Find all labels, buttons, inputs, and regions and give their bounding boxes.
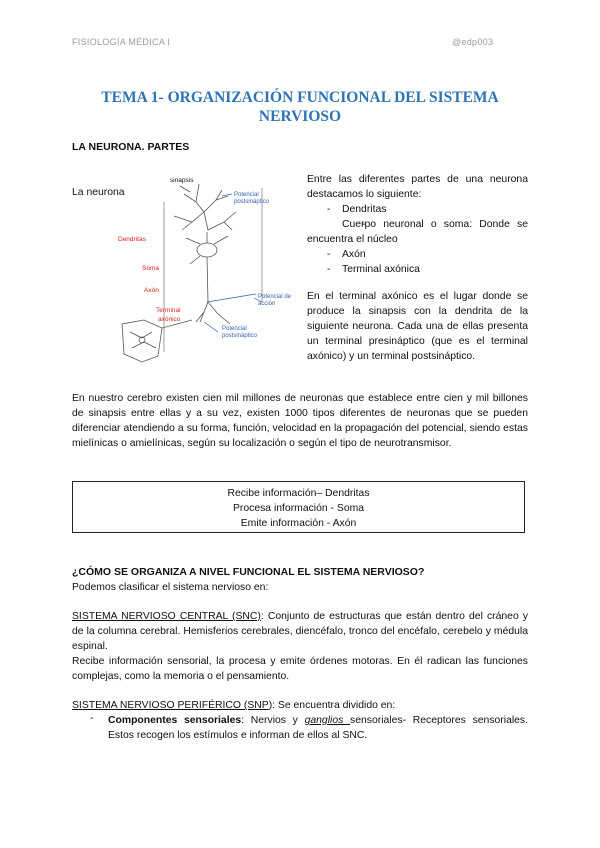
label-axon: Axón [144,287,159,294]
label-terminal-b: axónico [158,316,181,323]
summary-line-1: Recibe información– Dendritas [227,488,370,499]
snp-term: SISTEMA NERVIOSO PERIFÉRICO (SNP [72,700,269,711]
snp-paragraph [72,698,528,713]
label-potencial-accion-a: Potencial de [258,294,292,300]
title-line-1: TEMA 1- ORGANIZACIÓN FUNCIONAL DEL SISTEMA [101,89,499,106]
page-title [72,88,528,126]
snc-paragraph-2: Recibe información sensorial, la procesa y emite órdenes motoras. En él radican las funciones complejas, como la memoria o el pensamiento. [72,656,528,682]
figure-label: La neurona [72,187,125,198]
snp-text: ): Se encuentra dividido en: [268,700,396,711]
label-leader-lines [204,194,256,332]
label-terminal-a: Terminal [156,307,181,314]
neuron-parts-text [307,172,528,277]
label-potencial-post-1a: Potencial [234,192,259,198]
parts-list [307,202,528,277]
section-heading-neurona: LA NEURONA. PARTES [72,141,190,153]
header-right: @edp003 [452,37,494,47]
snp-component-sensorial [108,713,528,743]
part-item-terminal: - Terminal axónica [307,262,528,277]
neuron-diagram [104,172,304,372]
classify-intro: Podemos clasificar el sistema nervioso en: [72,582,269,593]
component-bold: Componentes sensoriales [108,715,242,726]
label-potencial-accion-b: acción [258,301,276,307]
terminal-paragraph: En el terminal axónico es el lugar donde se produce la sinapsis con la dendrita de la siguiente neurona. Cada una de ellas presenta un terminal presináptico (que es el terminal axónico) y un terminal postsináptico. [307,291,528,362]
snc-paragraph [72,609,528,654]
label-potencial-post-2a: Potencial [222,326,247,332]
part-item-axon: - Axón [307,247,528,262]
part-item-dendritas: - Dendritas [307,202,528,217]
cerebro-paragraph: En nuestro cerebro existen cien mil millones de neuronas que establece entre cien y mil billones de sinapsis entre ellas y a su vez, existen 1000 tipos diferentes de neuronas que se pueden diferenciar atendiendo a su forma, función, velocidad en la propagación del potencial, siendo estas mielínicas o amielínicas, según su localización o según el tipo de neurotransmisor. [72,393,528,449]
label-sinapsis: sinapsis [170,177,194,184]
label-soma: Soma [142,265,159,272]
component-text-2: sensoriales- Receptores sensoriales. Estos recogen los estímulos e informan de ellos al SNC. [108,715,529,741]
part-item-soma: - Cuerpo neuronal o soma: Donde se encuentra el núcleo [307,217,528,247]
snp-bullet: - [90,713,94,724]
component-italic: ganglios [304,715,351,726]
snc-term: SISTEMA NERVIOSO CENTRAL (SNC) [72,611,261,622]
summary-line-3: Emite información - Axón [240,518,357,529]
summary-box [72,481,525,533]
section-heading-organizacion: ¿CÓMO SE ORGANIZA A NIVEL FUNCIONAL EL SISTEMA NERVIOSO? [72,566,425,578]
snc-text: : Conjunto de estructuras que están dentro del cráneo y de la columna cerebral. Hemisferios cerebrales, diencéfalo, tronco del encéfalo, cerebelo y médula espinal. [72,611,528,652]
summary-line-2: Procesa información - Soma [232,503,365,514]
label-dendritas: Dendritas [118,236,146,243]
parts-intro: Entre las diferentes partes de una neurona destacamos lo siguiente: [307,174,528,200]
label-potencial-post-2b: postsináptico [222,333,258,339]
header-left: FISIOLOGÍA MÉDICA I [72,37,171,47]
component-text-1: : Nervios y [241,715,305,726]
title-line-2: NERVIOSO [258,108,342,125]
label-potencial-post-1b: postsináptico [234,199,270,205]
